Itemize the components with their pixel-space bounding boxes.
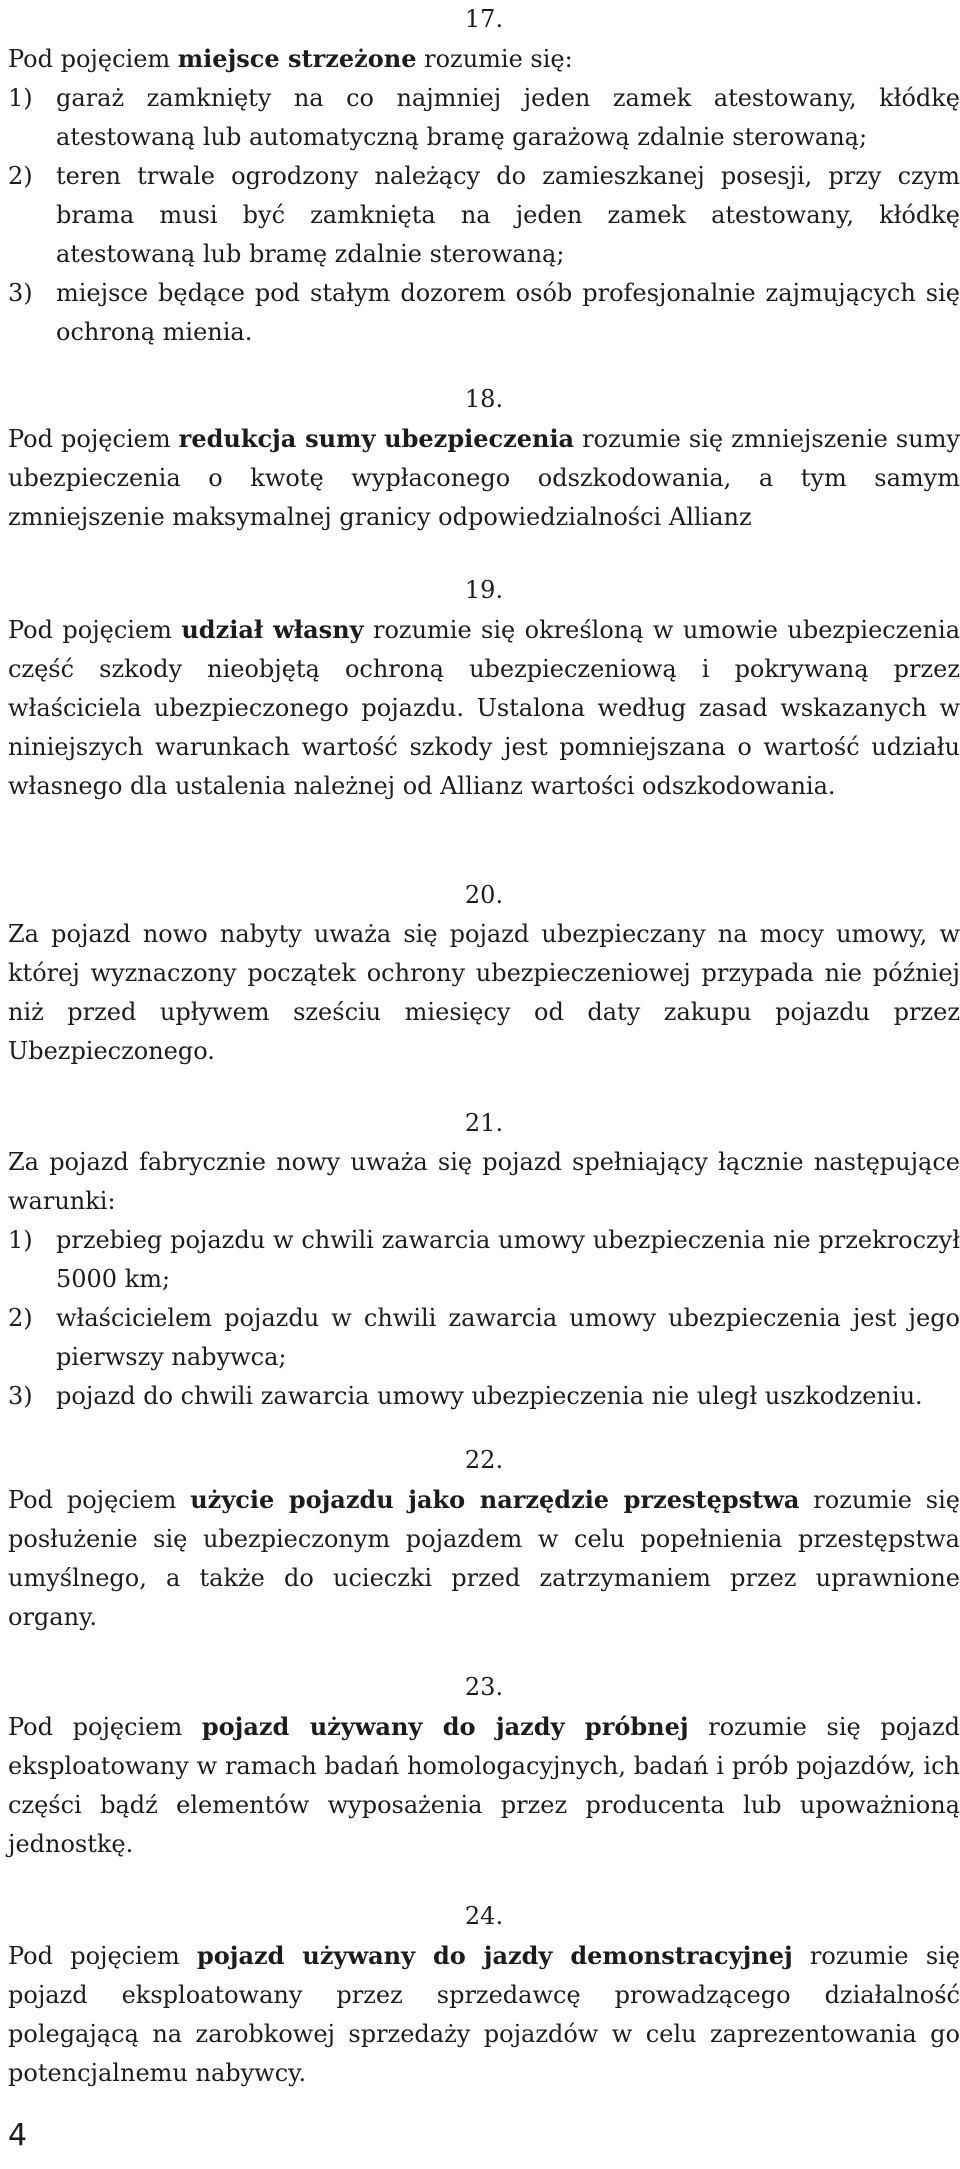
section-21 xyxy=(8,1104,960,1416)
section-24 xyxy=(8,1897,960,2093)
section-22 xyxy=(8,1441,960,1637)
paragraph-text: rozumie się pojazd eksploatowany przez sprzedawcę prowadzącego działalność polegającą na zarobkowej sprzedaży pojazdów w celu zaprezentowania go potencjalnemu nabywcy. xyxy=(8,1942,960,2087)
section-paragraph xyxy=(8,610,960,806)
section-number: 22. xyxy=(464,1446,504,1474)
section-17 xyxy=(8,0,960,352)
paragraph-text: rozumie się zmniejszenie sumy ubezpieczenia o kwotę wypłaconego odszkodowania, a tym samym zmniejszenie maksymalnej granicy odpowiedzialności Allianz xyxy=(8,425,960,531)
list-item xyxy=(8,79,960,157)
list-item-text: teren trwale ogrodzony należący do zamieszkanej posesji, przy czym brama musi być zamknięta na jeden zamek atestowany, kłódkę atestowaną lub bramę zdalnie sterowaną; xyxy=(56,162,960,268)
list-marker: 1) xyxy=(8,1226,33,1254)
section-intro: Za pojazd fabrycznie nowy uważa się pojazd spełniający łącznie następujące warunki: xyxy=(8,1148,960,1215)
section-intro xyxy=(8,39,960,79)
paragraph-text: rozumie się określoną w umowie ubezpieczenia część szkody nieobjętą ochroną ubezpieczeniową i pokrywaną przez właściciela ubezpieczonego pojazdu. Ustalona według zasad wskazanych w niniejszych warunkach wartość szkody jest pomniejszana o wartość udziału własnego dla ustalenia należnej od Allianz wartości odszkodowania. xyxy=(8,616,960,800)
paragraph-text: rozumie się pojazd eksploatowany w ramach badań homologacyjnych, badań i prób pojazdów, ich części bądź elementów wyposażenia przez producenta lub upoważnioną jednostkę. xyxy=(8,1713,960,1858)
section-19 xyxy=(8,571,960,806)
intro-text: rozumie się: xyxy=(416,45,573,73)
paragraph-text: Pod pojęciem xyxy=(8,1486,191,1514)
section-18 xyxy=(8,380,960,537)
paragraph-text: Pod pojęciem xyxy=(8,1942,198,1970)
list-item-text: pojazd do chwili zawarcia umowy ubezpieczenia nie uległ uszkodzeniu. xyxy=(56,1382,923,1410)
page-number: 4 xyxy=(8,2118,28,2153)
section-20 xyxy=(8,876,960,1071)
section-paragraph xyxy=(8,1707,960,1864)
list-marker: 2) xyxy=(8,1304,33,1332)
section-paragraph xyxy=(8,1480,960,1637)
section-paragraph xyxy=(8,419,960,537)
paragraph-text: Pod pojęciem xyxy=(8,616,182,644)
section-23 xyxy=(8,1668,960,1864)
section-paragraph xyxy=(8,1936,960,2093)
section-paragraph: Za pojazd nowo nabyty uważa się pojazd ubezpieczany na mocy umowy, w której wyznaczony początek ochrony ubezpieczeniowej przypada nie później niż przed upływem sześciu miesięcy od daty zakupu pojazdu przez Ubezpieczonego. xyxy=(8,920,960,1065)
section-number: 23. xyxy=(464,1673,504,1701)
list-item xyxy=(8,1377,960,1416)
section-number: 19. xyxy=(464,576,504,604)
paragraph-text: Pod pojęciem xyxy=(8,1713,202,1741)
list-item xyxy=(8,1299,960,1377)
defined-term: redukcja sumy ubezpieczenia xyxy=(178,424,575,453)
paragraph-text: Pod pojęciem xyxy=(8,425,179,453)
numbered-list xyxy=(8,79,960,352)
section-number: 24. xyxy=(464,1902,504,1930)
list-item xyxy=(8,274,960,352)
section-number: 18. xyxy=(464,385,504,413)
defined-term: pojazd używany do jazdy demonstracyjnej xyxy=(197,1941,793,1970)
list-item-text: miejsce będące pod stałym dozorem osób profesjonalnie zajmujących się ochroną mienia. xyxy=(56,279,960,346)
defined-term: pojazd używany do jazdy próbnej xyxy=(201,1712,689,1741)
section-number: 17. xyxy=(464,5,504,33)
paragraph-text: rozumie się posłużenie się ubezpieczonym pojazdem w celu popełnienia przestępstwa umyślnego, a także do ucieczki przed zatrzymaniem przez uprawnione organy. xyxy=(8,1486,960,1631)
list-item xyxy=(8,157,960,274)
list-marker: 3) xyxy=(8,1382,33,1410)
defined-term: użycie pojazdu jako narzędzie przestępstwa xyxy=(190,1485,800,1514)
section-number: 20. xyxy=(464,881,504,909)
list-item-text: właścicielem pojazdu w chwili zawarcia umowy ubezpieczenia jest jego pierwszy nabywca; xyxy=(56,1304,960,1371)
intro-text: Pod pojęciem xyxy=(8,45,178,73)
defined-term: miejsce strzeżone xyxy=(177,44,417,73)
list-marker: 2) xyxy=(8,162,33,190)
list-item-text: garaż zamknięty na co najmniej jeden zamek atestowany, kłódkę atestowaną lub automatyczną bramę garażową zdalnie sterowaną; xyxy=(56,84,960,151)
list-item xyxy=(8,1221,960,1299)
list-marker: 3) xyxy=(8,279,33,307)
numbered-list xyxy=(8,1221,960,1416)
defined-term: udział własny xyxy=(181,615,364,644)
list-marker: 1) xyxy=(8,84,33,112)
section-number: 21. xyxy=(464,1109,504,1137)
list-item-text: przebieg pojazdu w chwili zawarcia umowy ubezpieczenia nie przekroczył 5000 km; xyxy=(56,1226,960,1293)
